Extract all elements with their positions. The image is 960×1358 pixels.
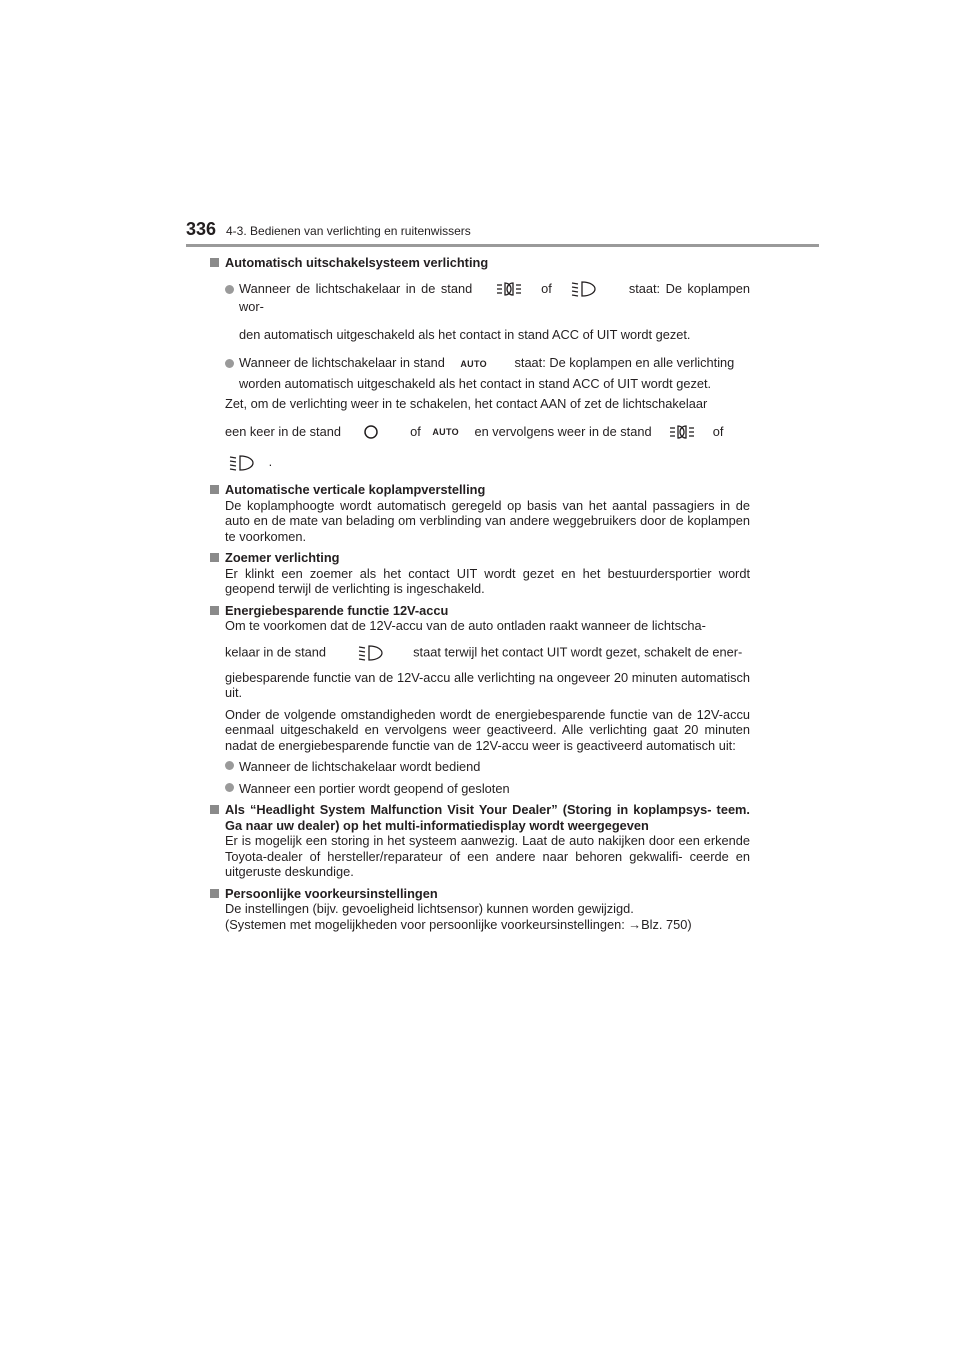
bullet-dot-icon [225, 783, 234, 792]
headlight-icon [571, 280, 597, 298]
bullet-text: Wanneer een portier wordt geopend of gesloten [239, 780, 510, 796]
section-marker-icon [210, 606, 219, 615]
headlight-icon [358, 644, 384, 662]
of-text: of [410, 423, 421, 439]
of-text: of [712, 423, 724, 439]
section-title: 4-3. Bedienen van verlichting en ruitenwissers [226, 224, 471, 238]
bullet-dot-icon [225, 761, 234, 770]
bullet-item [225, 280, 750, 345]
section-auto-light-off [210, 255, 750, 271]
bullet-dot-icon [225, 285, 234, 294]
section-text: Om te voorkomen dat de 12V-accu van de auto ontladen raakt wanneer de lichtscha- [225, 618, 706, 633]
section-text: kelaar in de stand [225, 643, 327, 659]
header-rule [186, 244, 819, 247]
paragraph-line [225, 423, 750, 442]
section-title-buzzer: Zoemer verlichting [225, 550, 340, 565]
paragraph-text: en vervolgens weer in de stand [474, 423, 652, 439]
section-text: giebesparende functie van de 12V-accu alle verlichting na ongeveer 20 minuten automatisch uit. [225, 669, 750, 700]
section-vertical-adjust [210, 482, 750, 544]
bullet-text: staat: De koplampen wor- [239, 280, 751, 315]
paragraph-text: . [268, 454, 273, 470]
auto-icon: AUTO [432, 427, 459, 438]
section-battery-saver [210, 603, 750, 797]
paragraph-text: Zet, om de verlichting weer in te schakelen, het contact AAN of zet de lichtschakelaar [225, 395, 708, 411]
bullet-text: worden automatisch uitgeschakeld als het contact in stand ACC of UIT wordt gezet. [239, 375, 712, 391]
section-line [225, 644, 750, 662]
auto-icon: AUTO [460, 358, 487, 369]
section-title-malfunction: Als “Headlight System Malfunction Visit Your Dealer” (Storing in koplampsys- teem. Ga naar uw dealer) op het multi-informatiedisplay wordt weergegeven [225, 802, 750, 833]
of-text: of [541, 280, 552, 296]
tail-light-icon [669, 423, 695, 441]
paragraph-line [225, 453, 750, 472]
light-off-icon [363, 424, 379, 440]
bullet-item [225, 781, 750, 797]
section-title-auto-off: Automatisch uitschakelsysteem verlichting [225, 255, 489, 270]
section-title-vertical: Automatische verticale koplampverstelling [225, 482, 486, 497]
page-number: 336 [186, 219, 217, 239]
bullet-text: den automatisch uitgeschakeld als het contact in stand ACC of UIT wordt gezet. [239, 327, 691, 343]
bullet-dot-icon [225, 359, 234, 368]
bullet-text: staat: De koplampen en alle verlichting [514, 355, 735, 371]
section-text: staat terwijl het contact UIT wordt gezet, schakelt de ener- [413, 643, 743, 659]
bullet-text: Wanneer de lichtschakelaar wordt bediend [239, 759, 481, 774]
section-text: Onder de volgende omstandigheden wordt de energiebesparende functie van de 12V-accu eenmaal uitgeschakeld en vervolgens weer geactiveerd. Alle verlichting gaat 20 minuten nadat de energiebesparende functie van de 12V-accu weer is geactiveerd automatisch uit: [225, 706, 750, 753]
tail-light-icon [496, 280, 522, 298]
section-marker-icon [210, 889, 219, 898]
bullet-item [225, 759, 750, 775]
section-text: (Systemen met mogelijkheden voor persoonlijke voorkeursinstellingen: →Blz. 750) [225, 916, 692, 932]
section-marker-icon [210, 485, 219, 494]
bullet-text: Wanneer de lichtschakelaar in de stand [239, 280, 473, 296]
section-marker-icon [210, 805, 219, 814]
paragraph-text: een keer in de stand [225, 423, 341, 439]
section-customization [210, 886, 750, 933]
headlight-icon [229, 454, 255, 472]
section-text: De koplamphoogte wordt automatisch geregeld op basis van het aantal passagiers in de auto en de mate van belading om verblinding van andere weggebruikers door de koplampen te voorkomen. [225, 497, 750, 544]
section-text: Er is mogelijk een storing in het systeem aanwezig. Laat de auto nakijken door een erkende Toyota-dealer of hersteller/reparateur of een andere naar behoren gekwalifi- ceerde en uitgeruste deskundige. [225, 833, 750, 879]
section-text: Er klinkt een zoemer als het contact UIT wordt gezet en het bestuurdersportier wordt geopend terwijl de verlichting is ingeschakeld. [225, 565, 750, 596]
section-malfunction [210, 802, 750, 880]
bullet-item [225, 354, 750, 393]
section-buzzer [210, 550, 750, 597]
section-title-customization: Persoonlijke voorkeursinstellingen [225, 885, 438, 901]
section-marker-icon [210, 553, 219, 562]
page-content [210, 255, 750, 932]
section-marker-icon [210, 258, 219, 267]
bullet-text: Wanneer de lichtschakelaar in stand [239, 355, 445, 371]
section-title-battery: Energiebesparende functie 12V-accu [225, 602, 449, 618]
section-text: De instellingen (bijv. gevoeligheid lichtsensor) kunnen worden gewijzigd. [225, 901, 634, 916]
